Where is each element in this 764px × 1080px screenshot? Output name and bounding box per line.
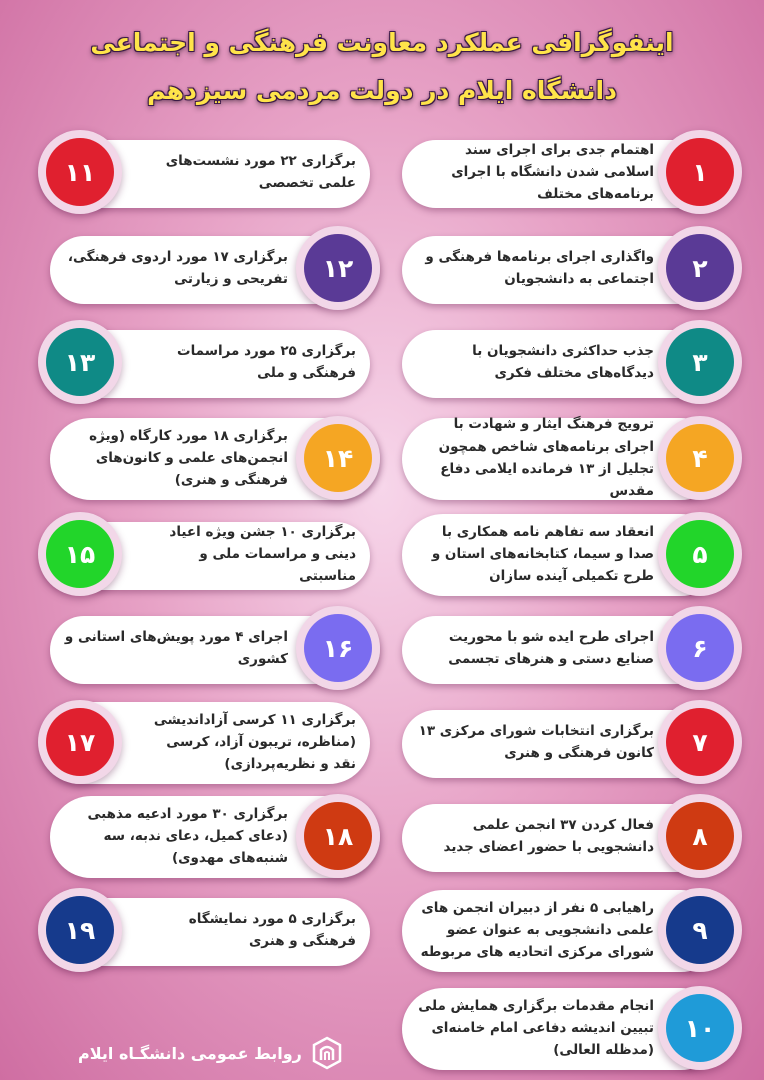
list-item [402,792,742,880]
list-item [30,510,370,598]
number-badge: ۱۲ [296,226,380,310]
list-item [40,414,380,502]
number-badge: ۵ [658,512,742,596]
item-text: ترویج فرهنگ ایثار و شهادت با اجرای برنامه‌های شاخص همچون تجلیل از ۱۳ فرمانده ایلامی دفاع مقدس [438,416,654,500]
item-text: جذب حداکثری دانشجویان با دیدگاه‌های مختلف فکری [472,342,654,381]
number-badge: ۹ [658,888,742,972]
item-text: اجرای طرح ایده شو با محوریت صنایع دستی و هنرهای تجسمی [448,628,654,667]
list-item [402,318,742,406]
list-item [402,414,742,502]
footer-text: روابط عمومی دانشگـاه ایلام [78,1043,302,1063]
number-badge: ۱۴ [296,416,380,500]
list-item [40,224,380,312]
item-text: برگزاری ۱۰ جشن ویژه اعیاد دینی و مراسمات ملی و مناسبتی [169,523,356,585]
page-subtitle: دانشگاه ایلام در دولت مردمی سیزدهم [147,76,617,105]
number-badge: ۲ [658,226,742,310]
list-item [402,984,742,1072]
page-title: اینفوگرافی عملکرد معاونت فرهنگی و اجتماعی [90,28,674,57]
item-text: برگزاری انتخابات شورای مرکزی ۱۳ کانون فرهنگی و هنری [418,722,654,761]
number-badge: ۱۹ [38,888,122,972]
list-item [402,886,742,974]
item-text: برگزاری ۵ مورد نمایشگاه فرهنگی و هنری [188,910,356,949]
number-badge: ۱۵ [38,512,122,596]
item-text: اهتمام جدی برای اجرای سند اسلامی شدن دانشگاه با اجرای برنامه‌های مختلف [451,141,654,203]
list-item [40,604,380,692]
number-badge: ۱ [658,130,742,214]
number-badge: ۷ [658,700,742,784]
number-badge: ۴ [658,416,742,500]
number-badge: ۱۱ [38,130,122,214]
number-badge: ۳ [658,320,742,404]
number-badge: ۱۷ [38,700,122,784]
list-item [402,128,742,216]
item-text: واگذاری اجرای برنامه‌ها فرهنگی و اجتماعی به دانشجویان [425,248,654,287]
item-text: انعقاد سه تفاهم نامه همکاری با صدا و سیما، کتابخانه‌های استان و طرح تکمیلی آینده سازان [431,523,654,585]
item-text: راهیابی ۵ نفر از دبیران انجمن های علمی دانشجویی به عنوان عضو شورای مرکزی اتحادیه های مربوطه [420,899,654,961]
number-badge: ۱۰ [658,986,742,1070]
item-text: اجرای ۴ مورد پویش‌های استانی و کشوری [64,628,288,667]
number-badge: ۱۳ [38,320,122,404]
number-badge: ۱۶ [296,606,380,690]
list-item [30,128,370,216]
list-item [30,698,370,786]
number-badge: ۶ [658,606,742,690]
number-badge: ۱۸ [296,794,380,878]
item-text: برگزاری ۱۸ مورد کارگاه (ویژه انجمن‌های علمی و کانون‌های فرهنگی و هنری) [89,427,288,489]
item-text: برگزاری ۲۲ مورد نشست‌های علمی تخصصی [165,152,356,191]
list-item [402,510,742,598]
list-item [40,792,380,880]
item-text: برگزاری ۱۷ مورد اردوی فرهنگی، تفریحی و زیارتی [67,248,288,287]
item-text: فعال کردن ۳۷ انجمن علمی دانشجویی با حضور اعضای جدید [443,816,654,855]
list-item [402,224,742,312]
list-item [402,698,742,786]
footer [78,1036,344,1070]
number-badge: ۸ [658,794,742,878]
list-item [30,886,370,974]
item-text: برگزاری ۳۰ مورد ادعیه مذهبی (دعای کمیل، دعای ندبه، سه شنبه‌های مهدوی) [87,805,288,867]
item-text: انجام مقدمات برگزاری همایش ملی تبیین اندیشه دفاعی امام خامنه‌ای (مدظله العالی) [418,997,654,1059]
list-item [30,318,370,406]
item-text: برگزاری ۱۱ کرسی آزاداندیشی (مناظره، تریبون آزاد، کرسی نقد و نظریه‌پردازی) [153,711,356,773]
list-item [402,604,742,692]
item-text: برگزاری ۲۵ مورد مراسمات فرهنگی و ملی [177,342,356,381]
university-logo-icon [310,1036,344,1070]
